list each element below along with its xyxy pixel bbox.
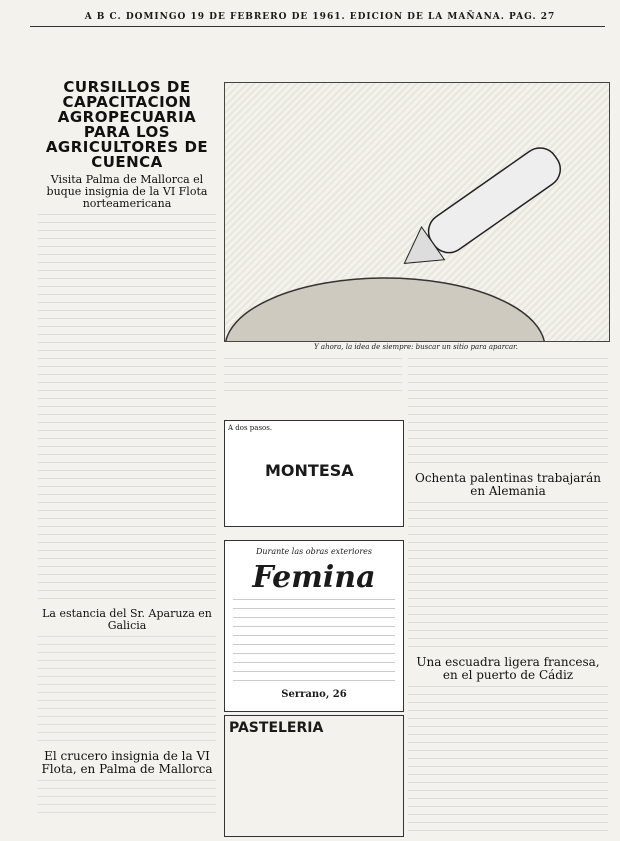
article-body xyxy=(38,214,216,604)
article-body-3 xyxy=(38,780,216,820)
ad-label: A dos pasos. xyxy=(228,424,273,432)
headline: CURSILLOS DE CAPACITACION AGROPECUARIA PARA LOS AGRICULTORES DE CUENCA xyxy=(45,80,209,171)
femina-list xyxy=(233,599,395,689)
ad-pasteleria xyxy=(224,715,404,837)
subheadline-crucero: El crucero insignia de la VI Flota, en Palma de Mallorca xyxy=(41,749,213,776)
column-middle-text xyxy=(224,358,402,396)
ad-montesa xyxy=(224,420,404,527)
subheadline-escuadra: Una escuadra ligera francesa, en el puerto de Cádiz xyxy=(416,655,600,682)
header-rule xyxy=(30,26,605,27)
column-right xyxy=(408,358,608,835)
femina-logo: Femina xyxy=(252,560,376,595)
femina-top: Durante las obras exteriores xyxy=(255,547,373,556)
article-body-right xyxy=(408,358,608,468)
pasteleria-title: PASTELERIA xyxy=(229,720,324,736)
subheadline-galicia: La estancia del Sr. Aparuza en Galicia xyxy=(42,607,212,632)
cartoon-illustration xyxy=(224,82,610,342)
ad-femina xyxy=(224,540,404,712)
article-body-2 xyxy=(38,636,216,746)
subheadline-palentinas: Ochenta palentinas trabajarán en Alemania xyxy=(415,471,601,498)
column-left xyxy=(38,80,216,835)
subheadline-visit: Visita Palma de Mallorca el buque insignia de la VI Flota norteamericana xyxy=(46,173,208,210)
rocket-earth-drawing xyxy=(225,83,609,341)
article-body-right-2 xyxy=(408,502,608,652)
page-header: A B C. DOMINGO 19 DE FEBRERO DE 1961. EDICION DE LA MAÑANA. PAG. 27 xyxy=(84,12,556,22)
montesa-logo: MONTESA xyxy=(265,461,354,480)
article-body-right-3 xyxy=(408,686,608,835)
femina-address: Serrano, 26 xyxy=(281,689,347,700)
illustration-caption: Y ahora, la idea de siempre: buscar un sitio para aparcar. xyxy=(314,343,518,351)
